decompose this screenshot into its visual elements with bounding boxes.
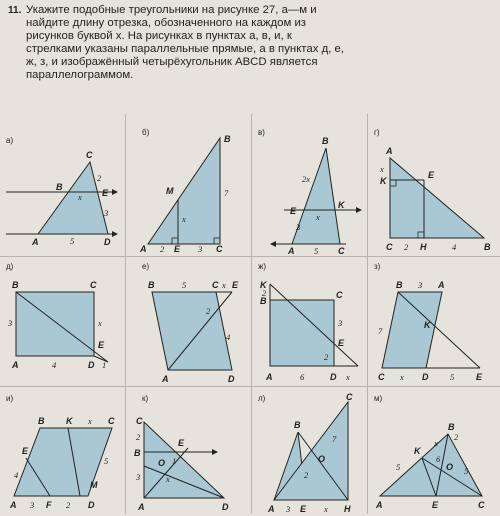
svg-text:2: 2 xyxy=(262,288,267,298)
figure-l-label: л) xyxy=(258,394,266,403)
figure-v-label: в) xyxy=(258,128,265,137)
svg-text:B: B xyxy=(448,422,455,432)
figure-27-grid xyxy=(0,110,500,516)
task-number: 11. xyxy=(8,5,22,16)
svg-text:O: O xyxy=(318,454,326,464)
svg-text:K: K xyxy=(260,280,267,290)
figure-d-drawing xyxy=(4,258,124,386)
svg-text:A: A xyxy=(138,502,145,512)
figure-v-drawing xyxy=(254,118,366,256)
svg-text:K: K xyxy=(414,446,421,456)
svg-text:C: C xyxy=(108,416,115,426)
svg-text:A: A xyxy=(268,504,275,514)
svg-text:B: B xyxy=(260,296,267,306)
figure-m-drawing xyxy=(370,388,496,514)
svg-text:D: D xyxy=(88,360,95,370)
svg-text:M: M xyxy=(166,186,174,196)
svg-text:A: A xyxy=(438,280,445,290)
figure-g xyxy=(370,118,496,256)
svg-text:3: 3 xyxy=(30,500,35,510)
figure-z-label: з) xyxy=(374,262,381,271)
svg-text:C: C xyxy=(338,246,345,256)
svg-text:O: O xyxy=(158,458,166,468)
svg-text:K: K xyxy=(338,200,345,210)
svg-text:D: D xyxy=(222,502,229,512)
figure-k-drawing xyxy=(128,388,250,514)
svg-text:C: C xyxy=(378,372,385,382)
svg-text:A: A xyxy=(10,500,17,510)
svg-text:K: K xyxy=(424,320,431,330)
figure-e-drawing xyxy=(128,258,250,386)
svg-text:5: 5 xyxy=(182,280,187,290)
svg-text:B: B xyxy=(134,448,141,458)
svg-text:4: 4 xyxy=(452,242,457,252)
figure-d xyxy=(4,258,124,386)
svg-text:C: C xyxy=(346,392,353,402)
svg-text:1: 1 xyxy=(102,360,107,370)
figure-zh-drawing xyxy=(254,258,366,386)
figure-e xyxy=(128,258,250,386)
svg-text:4: 4 xyxy=(52,360,57,370)
svg-text:A: A xyxy=(266,372,273,382)
svg-text:2: 2 xyxy=(160,244,165,254)
svg-text:A: A xyxy=(162,374,169,384)
svg-text:D: D xyxy=(330,372,337,382)
svg-text:A: A xyxy=(376,500,383,510)
svg-text:E: E xyxy=(432,500,439,510)
svg-text:D: D xyxy=(88,500,95,510)
svg-text:E: E xyxy=(22,446,29,456)
svg-text:E: E xyxy=(174,244,181,254)
svg-text:3: 3 xyxy=(8,318,13,328)
grid-divider xyxy=(367,114,368,514)
grid-divider xyxy=(251,114,252,514)
figure-zh-label: ж) xyxy=(258,262,267,271)
svg-text:A: A xyxy=(140,244,147,254)
figure-zh xyxy=(254,258,366,386)
svg-text:D: D xyxy=(104,237,111,247)
svg-text:2: 2 xyxy=(324,352,329,362)
svg-text:2: 2 xyxy=(304,470,309,480)
svg-text:x: x xyxy=(78,192,82,202)
figure-g-drawing xyxy=(370,118,496,256)
figure-k xyxy=(128,388,250,514)
svg-text:A: A xyxy=(386,146,393,156)
svg-text:D: D xyxy=(422,372,429,382)
svg-text:x: x xyxy=(88,416,92,426)
svg-text:B: B xyxy=(396,280,403,290)
svg-text:x: x xyxy=(380,164,384,174)
svg-text:2x: 2x xyxy=(302,174,311,184)
figure-m-label: м) xyxy=(374,394,383,403)
svg-text:7: 7 xyxy=(378,326,383,336)
figure-k-label: к) xyxy=(142,394,149,403)
svg-text:5: 5 xyxy=(464,466,469,476)
svg-text:H: H xyxy=(420,242,427,252)
svg-text:K: K xyxy=(66,416,73,426)
svg-text:M: M xyxy=(90,480,98,490)
svg-text:3: 3 xyxy=(286,504,291,514)
grid-divider xyxy=(0,256,500,257)
svg-text:B: B xyxy=(224,134,231,144)
svg-text:x: x xyxy=(182,214,186,224)
svg-text:3: 3 xyxy=(296,222,301,232)
svg-text:x: x xyxy=(346,372,350,382)
figure-a-drawing xyxy=(4,118,124,256)
figure-a xyxy=(4,118,124,256)
svg-text:5: 5 xyxy=(450,372,455,382)
svg-text:B: B xyxy=(294,420,301,430)
svg-text:F: F xyxy=(46,500,52,510)
figure-z-drawing xyxy=(370,258,496,386)
svg-text:2: 2 xyxy=(136,432,141,442)
svg-text:6: 6 xyxy=(436,454,441,464)
svg-text:E: E xyxy=(232,280,239,290)
svg-text:A: A xyxy=(288,246,295,256)
svg-text:B: B xyxy=(148,280,155,290)
svg-text:2: 2 xyxy=(404,242,409,252)
svg-text:E: E xyxy=(102,188,109,198)
svg-text:E: E xyxy=(300,504,307,514)
svg-text:K: K xyxy=(380,176,387,186)
svg-text:3: 3 xyxy=(198,244,203,254)
svg-text:B: B xyxy=(56,182,63,192)
figure-b-label: б) xyxy=(142,128,150,137)
svg-text:x: x xyxy=(98,318,102,328)
svg-text:7: 7 xyxy=(332,434,337,444)
figure-d-label: д) xyxy=(6,262,14,271)
svg-text:C: C xyxy=(136,416,143,426)
svg-text:E: E xyxy=(338,338,345,348)
svg-text:5: 5 xyxy=(396,462,401,472)
svg-text:x: x xyxy=(324,504,328,514)
svg-text:D: D xyxy=(228,374,235,384)
svg-text:C: C xyxy=(86,150,93,160)
figure-a-label: а) xyxy=(6,136,14,145)
svg-text:2: 2 xyxy=(66,500,71,510)
svg-text:A: A xyxy=(32,237,39,247)
svg-text:x: x xyxy=(222,280,226,290)
svg-text:5: 5 xyxy=(314,246,319,256)
figure-l-drawing xyxy=(254,388,366,514)
svg-text:A: A xyxy=(12,360,19,370)
svg-text:6: 6 xyxy=(300,372,305,382)
svg-text:B: B xyxy=(484,242,491,252)
svg-text:3: 3 xyxy=(104,208,109,218)
svg-text:4: 4 xyxy=(226,332,231,342)
figure-e-label: е) xyxy=(142,262,150,271)
svg-text:1: 1 xyxy=(172,456,177,466)
svg-text:C: C xyxy=(216,244,223,254)
svg-text:3: 3 xyxy=(418,280,423,290)
svg-text:2: 2 xyxy=(206,306,211,316)
figure-b xyxy=(128,118,250,256)
figure-i-label: и) xyxy=(6,394,14,403)
svg-text:5: 5 xyxy=(70,236,75,246)
svg-text:7: 7 xyxy=(224,188,229,198)
svg-text:C: C xyxy=(212,280,219,290)
grid-divider xyxy=(0,386,500,387)
svg-text:x: x xyxy=(434,438,438,448)
svg-text:x: x xyxy=(316,212,320,222)
figure-b-drawing xyxy=(128,118,250,256)
grid-divider xyxy=(125,114,126,514)
svg-text:C: C xyxy=(90,280,97,290)
svg-text:E: E xyxy=(476,372,483,382)
svg-text:3: 3 xyxy=(136,472,141,482)
svg-text:E: E xyxy=(290,206,297,216)
svg-text:B: B xyxy=(38,416,45,426)
figure-m xyxy=(370,388,496,514)
svg-text:x: x xyxy=(400,372,404,382)
svg-text:4: 4 xyxy=(14,470,19,480)
figure-i-drawing xyxy=(4,388,124,514)
figure-i xyxy=(4,388,124,514)
svg-text:B: B xyxy=(12,280,19,290)
svg-text:x: x xyxy=(166,474,170,484)
svg-text:E: E xyxy=(428,170,435,180)
svg-text:E: E xyxy=(98,340,105,350)
svg-text:3: 3 xyxy=(338,318,343,328)
svg-text:C: C xyxy=(386,242,393,252)
svg-text:C: C xyxy=(336,290,343,300)
figure-z xyxy=(370,258,496,386)
svg-text:2: 2 xyxy=(97,173,102,183)
svg-text:H: H xyxy=(344,504,351,514)
svg-text:2: 2 xyxy=(454,432,459,442)
svg-text:E: E xyxy=(178,438,185,448)
figure-g-label: г) xyxy=(374,128,380,137)
task-text: Укажите подобные треугольники на рисунке 27, а—м и найдите длину отрезка, обозначенного на каждом из рисунков буквой x. На рисунках в пунктах а, в, и, к стрелками указаны параллельные прямые, а в пунктах д, е, ж, з, и изображённый четырёхугольник ABCD является параллелограммом. xyxy=(26,4,345,81)
svg-text:O: O xyxy=(446,462,454,472)
figure-l xyxy=(254,388,366,514)
svg-text:B: B xyxy=(322,136,329,146)
figure-v xyxy=(254,118,366,256)
svg-text:5: 5 xyxy=(104,456,109,466)
svg-text:C: C xyxy=(478,500,485,510)
